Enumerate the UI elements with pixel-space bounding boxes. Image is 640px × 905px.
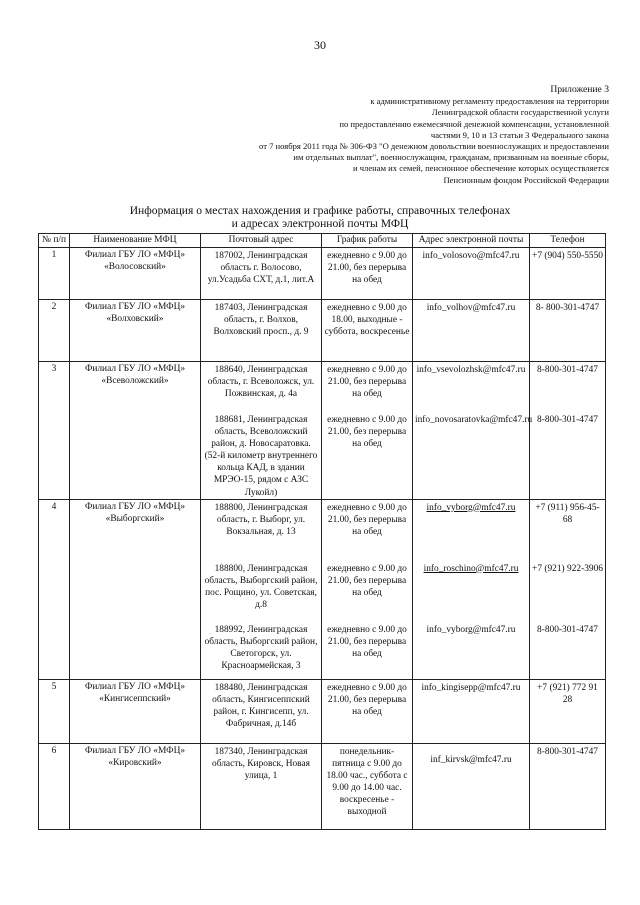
schedule-cell (322, 248, 413, 300)
row-num: 5 (39, 679, 70, 743)
appendix-line: к административному регламенту предоставления на территории (370, 96, 609, 107)
address-cell (201, 743, 322, 829)
mfc-name: Филиал ГБУ ЛО «МФЦ» «Выборгский» (70, 499, 201, 679)
mfc-name: Филиал ГБУ ЛО «МФЦ» «Кингисеппский» (70, 679, 201, 743)
email-cell (413, 679, 530, 743)
email-link[interactable]: info_vyborg@mfc47.ru (426, 502, 516, 513)
appendix-line: по предоставлению ежемесячной денежной компенсации, установленной (339, 118, 609, 129)
address-cell (201, 248, 322, 300)
email-link[interactable]: info_volhov@mfc47.ru (426, 303, 516, 313)
mfc-table (38, 233, 606, 830)
document-title (60, 204, 580, 230)
phone: +7 (921) 772 91 28 (537, 682, 598, 705)
phone: +7 (911) 956-45-68 (535, 502, 600, 525)
phone-cell (530, 300, 606, 362)
table-row (39, 248, 606, 300)
schedule-cell (322, 679, 413, 743)
mfc-name: Филиал ГБУ ЛО «МФЦ» «Всеволожский» (70, 362, 201, 500)
email-cell (413, 499, 530, 679)
table-row (39, 743, 606, 829)
email-link[interactable]: info_volosovo@mfc47.ru (422, 251, 520, 261)
header-email: Адрес электронной почты (413, 234, 530, 248)
mfc-name: Филиал ГБУ ЛО «МФЦ» «Волосовский» (70, 248, 201, 300)
email-link[interactable]: info_novosaratovka@mfc47.ru (415, 415, 533, 425)
address: 188992, Ленинградская область, Выборгский район, Светогорск, ул. Красноармейская, 3 (204, 624, 318, 671)
schedule-cell (322, 499, 413, 679)
email-cell (413, 300, 530, 362)
phone: 8- 800-301-4747 (535, 303, 600, 313)
header-schedule: График работы (322, 234, 413, 248)
header-address: Почтовый адрес (201, 234, 322, 248)
row-num: 4 (39, 499, 70, 679)
phone-cell (530, 743, 606, 829)
schedule: ежедневно с 9.00 до 21.00, без перерыва на обед (327, 624, 407, 659)
email-link[interactable]: info_roschino@mfc47.ru (423, 563, 519, 574)
email-link[interactable]: info_vsevolozhsk@mfc47.ru (416, 365, 526, 375)
address: 188681, Ленинградская область, Всеволожский район, д. Новосаратовка. (52-й километр внутреннего кольца КАД, в здании МРЭО-15, рядом с АЗС Лукойл) (204, 415, 318, 498)
address: 187340, Ленинградская область, Кировск, Новая улица, 1 (212, 746, 310, 781)
document-title-line: и адресах электронной почты МФЦ (231, 217, 409, 230)
email-link[interactable]: info_vyborg@mfc47.ru (426, 624, 516, 635)
mfc-name: Филиал ГБУ ЛО «МФЦ» «Волховский» (70, 300, 201, 362)
schedule: ежедневно с 9.00 до 21.00, без перерыва на обед (327, 502, 407, 537)
address: 188800, Ленинградская область, г. Выборг, ул. Вокзальная, д. 13 (214, 502, 308, 537)
header-phone: Телефон (530, 234, 606, 248)
phone-cell (530, 499, 606, 679)
phone-cell (530, 679, 606, 743)
header-name: Наименование МФЦ (70, 234, 201, 248)
row-num: 3 (39, 362, 70, 500)
appendix-line: Ленинградской области государственной услуги (431, 107, 609, 118)
schedule: ежедневно с 9.00 до 21.00, без перерыва на обед (327, 415, 407, 450)
schedule: ежедневно с 9.00 до 21.00, без перерыва на обед (327, 682, 407, 717)
page-number: 30 (314, 38, 326, 52)
schedule: понедельник-пятница с 9.00 до 18.00 час., суббота с 9.00 до 14.00 час. воскресенье - выходной (326, 746, 408, 818)
address: 188480, Ленинградская область, Кингисеппский район, г. Кингисепп, ул. Фабричная, д.14б (212, 682, 310, 729)
phone: +7 (904) 550-5550 (532, 251, 603, 261)
appendix-line: Пенсионным фондом Российской Федерации (443, 174, 609, 185)
row-num: 6 (39, 743, 70, 829)
schedule: ежедневно с 9.00 до 21.00, без перерыва на обед (327, 563, 407, 598)
appendix-line: частями 9, 10 и 13 статьи 3 Федерального закона (430, 129, 609, 140)
mfc-name: Филиал ГБУ ЛО «МФЦ» «Кировский» (70, 743, 201, 829)
email-cell (413, 743, 530, 829)
email-link[interactable]: info_kingisepp@mfc47.ru (421, 682, 521, 693)
address-cell (201, 679, 322, 743)
table-header-row (39, 234, 606, 248)
phone: 8-800-301-4747 (537, 365, 598, 375)
appendix-line: и членам их семей, пенсионное обеспечение которых осуществляется (352, 163, 609, 174)
table-row (39, 679, 606, 743)
phone: 8-800-301-4747 (537, 624, 598, 635)
address: 187002, Ленинградская область г. Волосово, ул.Усадьба СХТ, д.1, лит.А (207, 251, 315, 286)
email-link[interactable]: inf_kirvsk@mfc47.ru (430, 754, 512, 765)
appendix-header (179, 84, 609, 186)
document-title-line: Информация о местах нахождения и графике работы, справочных телефонах (129, 204, 511, 217)
schedule: ежедневно с 9.00 до 21.00, без перерыва на обед (327, 251, 407, 286)
appendix-line: им отдельных выплат", военнослужащим, гражданам, призванным на военные сборы, (293, 152, 609, 163)
table-row (39, 362, 606, 500)
schedule: ежедневно с 9.00 до 18.00, выходные - суббота, воскресенье (324, 303, 410, 338)
phone-cell (530, 362, 606, 500)
phone-cell (530, 248, 606, 300)
address-cell (201, 499, 322, 679)
schedule-cell (322, 362, 413, 500)
address: 188800, Ленинградская область, Выборгский район, пос. Рощино, ул. Советская, д.8 (204, 563, 318, 610)
table-row (39, 499, 606, 679)
address-cell (201, 362, 322, 500)
schedule-cell (322, 300, 413, 362)
address-cell (201, 300, 322, 362)
schedule-cell (322, 743, 413, 829)
phone: 8-800-301-4747 (537, 415, 598, 425)
address: 187403, Ленинградская область, г. Волхов, Волховский просп., д. 9 (213, 303, 309, 338)
row-num: 2 (39, 300, 70, 362)
phone: 8-800-301-4747 (537, 746, 598, 757)
appendix-line: от 7 ноября 2011 года № 306-ФЗ "О денежном довольствии военнослужащих и предоставлении (259, 141, 609, 152)
table-row (39, 300, 606, 362)
appendix-title: Приложение 3 (550, 84, 609, 95)
row-num: 1 (39, 248, 70, 300)
schedule: ежедневно с 9.00 до 21.00, без перерыва на обед (327, 365, 407, 400)
email-cell (413, 248, 530, 300)
header-num: № п/п (39, 234, 70, 248)
address: 188640, Ленинградская область, г. Всеволожск, ул. Пожвинская, д. 4а (207, 365, 315, 400)
phone: +7 (921) 922-3906 (532, 563, 603, 574)
email-cell (413, 362, 533, 500)
